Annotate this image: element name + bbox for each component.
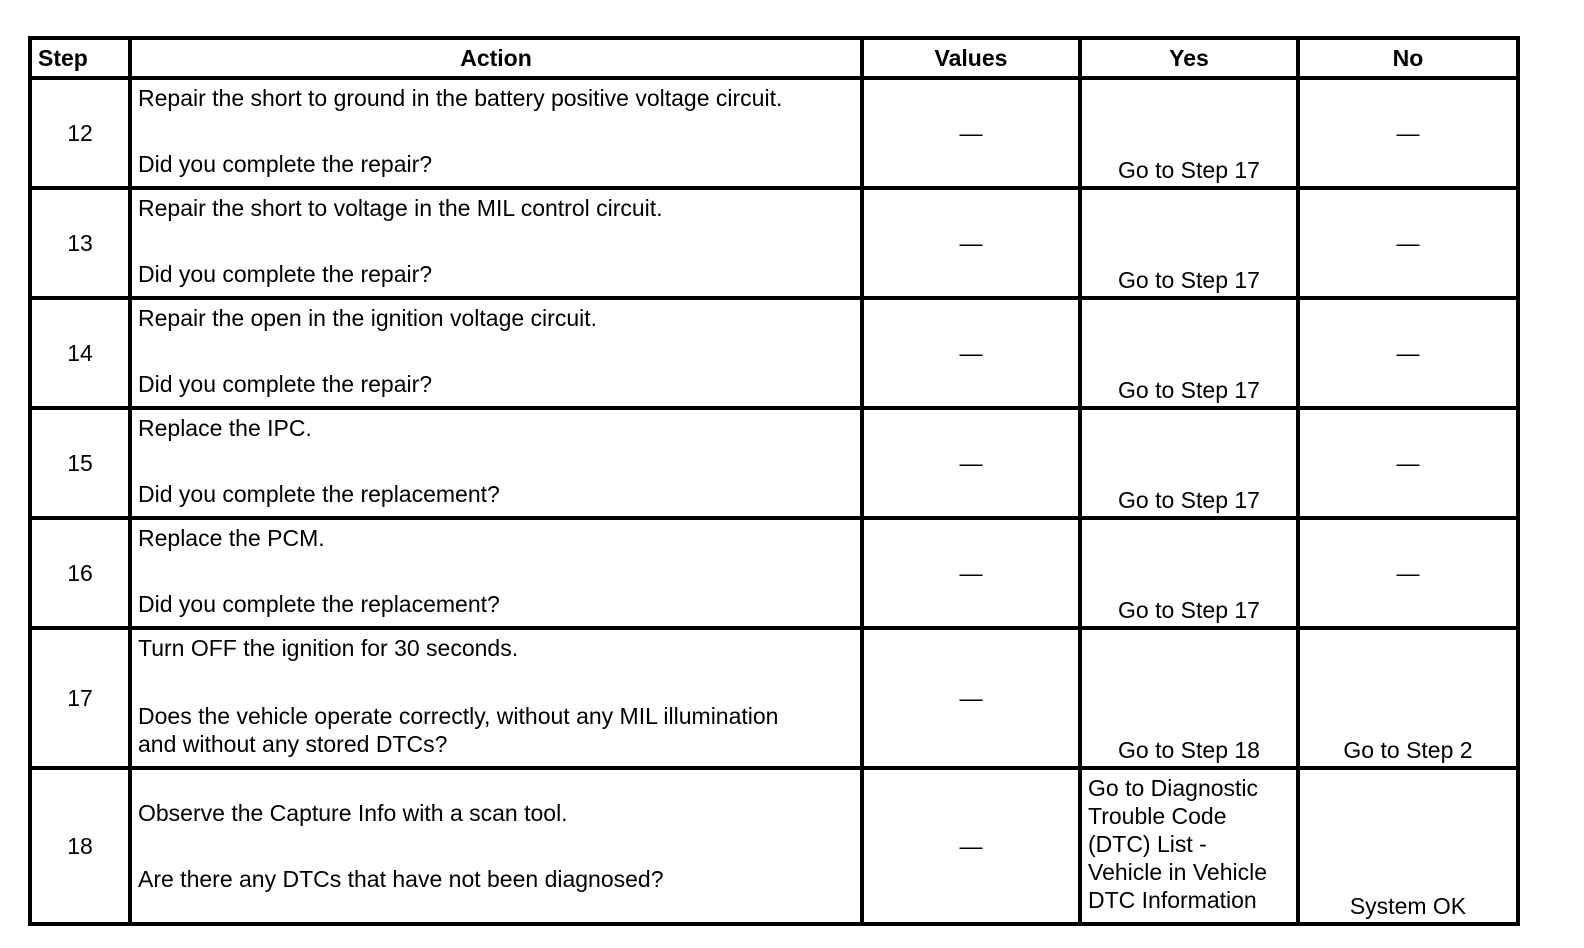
action-question-line: and without any stored DTCs? (138, 731, 448, 757)
yes-cell-line: DTC Information (1088, 887, 1257, 913)
values-cell: — (862, 518, 1080, 628)
action-cell (130, 188, 862, 298)
no-cell: System OK (1298, 768, 1518, 924)
table-row (30, 518, 1518, 628)
table-header-row (30, 38, 1518, 78)
yes-cell: Go to Step 17 (1080, 408, 1298, 518)
step-number: 18 (30, 768, 130, 924)
action-instruction: Replace the PCM. (138, 525, 325, 551)
yes-cell: Go to Step 17 (1080, 518, 1298, 628)
action-cell (130, 78, 862, 188)
no-cell: — (1298, 188, 1518, 298)
step-number: 16 (30, 518, 130, 628)
step-number: 12 (30, 78, 130, 188)
step-number: 13 (30, 188, 130, 298)
action-instruction: Turn OFF the ignition for 30 seconds. (138, 635, 519, 661)
action-instruction: Observe the Capture Info with a scan tool. (138, 800, 568, 826)
action-cell (130, 518, 862, 628)
no-cell: — (1298, 518, 1518, 628)
no-cell: — (1298, 298, 1518, 408)
no-cell: — (1298, 408, 1518, 518)
table-row (30, 188, 1518, 298)
step-number: 14 (30, 298, 130, 408)
yes-cell-line: Go to Diagnostic (1088, 775, 1259, 801)
no-cell: — (1298, 78, 1518, 188)
diagnostic-table-container (28, 36, 1516, 926)
yes-cell (1080, 768, 1298, 924)
header-action: Action (130, 38, 862, 78)
header-no: No (1298, 38, 1518, 78)
yes-cell: Go to Step 18 (1080, 628, 1298, 768)
yes-cell-line: Vehicle in Vehicle (1088, 859, 1268, 885)
values-cell: — (862, 298, 1080, 408)
action-question: Did you complete the repair? (138, 151, 433, 177)
action-cell (130, 768, 862, 924)
action-instruction: Repair the open in the ignition voltage circuit. (138, 305, 598, 331)
no-cell: Go to Step 2 (1298, 628, 1518, 768)
header-step: Step (30, 38, 130, 78)
diagnostic-table (28, 36, 1520, 926)
yes-cell-line: Trouble Code (1088, 803, 1227, 829)
table-row (30, 768, 1518, 924)
header-values: Values (862, 38, 1080, 78)
action-question: Did you complete the replacement? (138, 481, 500, 507)
action-question: Are there any DTCs that have not been diagnosed? (138, 866, 664, 892)
action-question (138, 702, 852, 758)
action-instruction: Repair the short to voltage in the MIL control circuit. (138, 195, 663, 221)
table-row (30, 628, 1518, 768)
action-instruction: Repair the short to ground in the battery positive voltage circuit. (138, 85, 783, 111)
values-cell: — (862, 78, 1080, 188)
action-cell (130, 408, 862, 518)
step-number: 17 (30, 628, 130, 768)
table-row (30, 78, 1518, 188)
step-number: 15 (30, 408, 130, 518)
table-row (30, 298, 1518, 408)
action-cell (130, 298, 862, 408)
yes-cell-line: (DTC) List - (1088, 831, 1207, 857)
values-cell: — (862, 188, 1080, 298)
yes-cell: Go to Step 17 (1080, 188, 1298, 298)
action-question-line: Does the vehicle operate correctly, without any MIL illumination (138, 703, 779, 729)
action-question: Did you complete the replacement? (138, 591, 500, 617)
action-question: Did you complete the repair? (138, 261, 433, 287)
values-cell: — (862, 768, 1080, 924)
values-cell: — (862, 408, 1080, 518)
header-yes: Yes (1080, 38, 1298, 78)
yes-cell: Go to Step 17 (1080, 298, 1298, 408)
action-question: Did you complete the repair? (138, 371, 433, 397)
action-instruction: Replace the IPC. (138, 415, 312, 441)
table-row (30, 408, 1518, 518)
action-cell (130, 628, 862, 768)
yes-cell: Go to Step 17 (1080, 78, 1298, 188)
values-cell: — (862, 628, 1080, 768)
